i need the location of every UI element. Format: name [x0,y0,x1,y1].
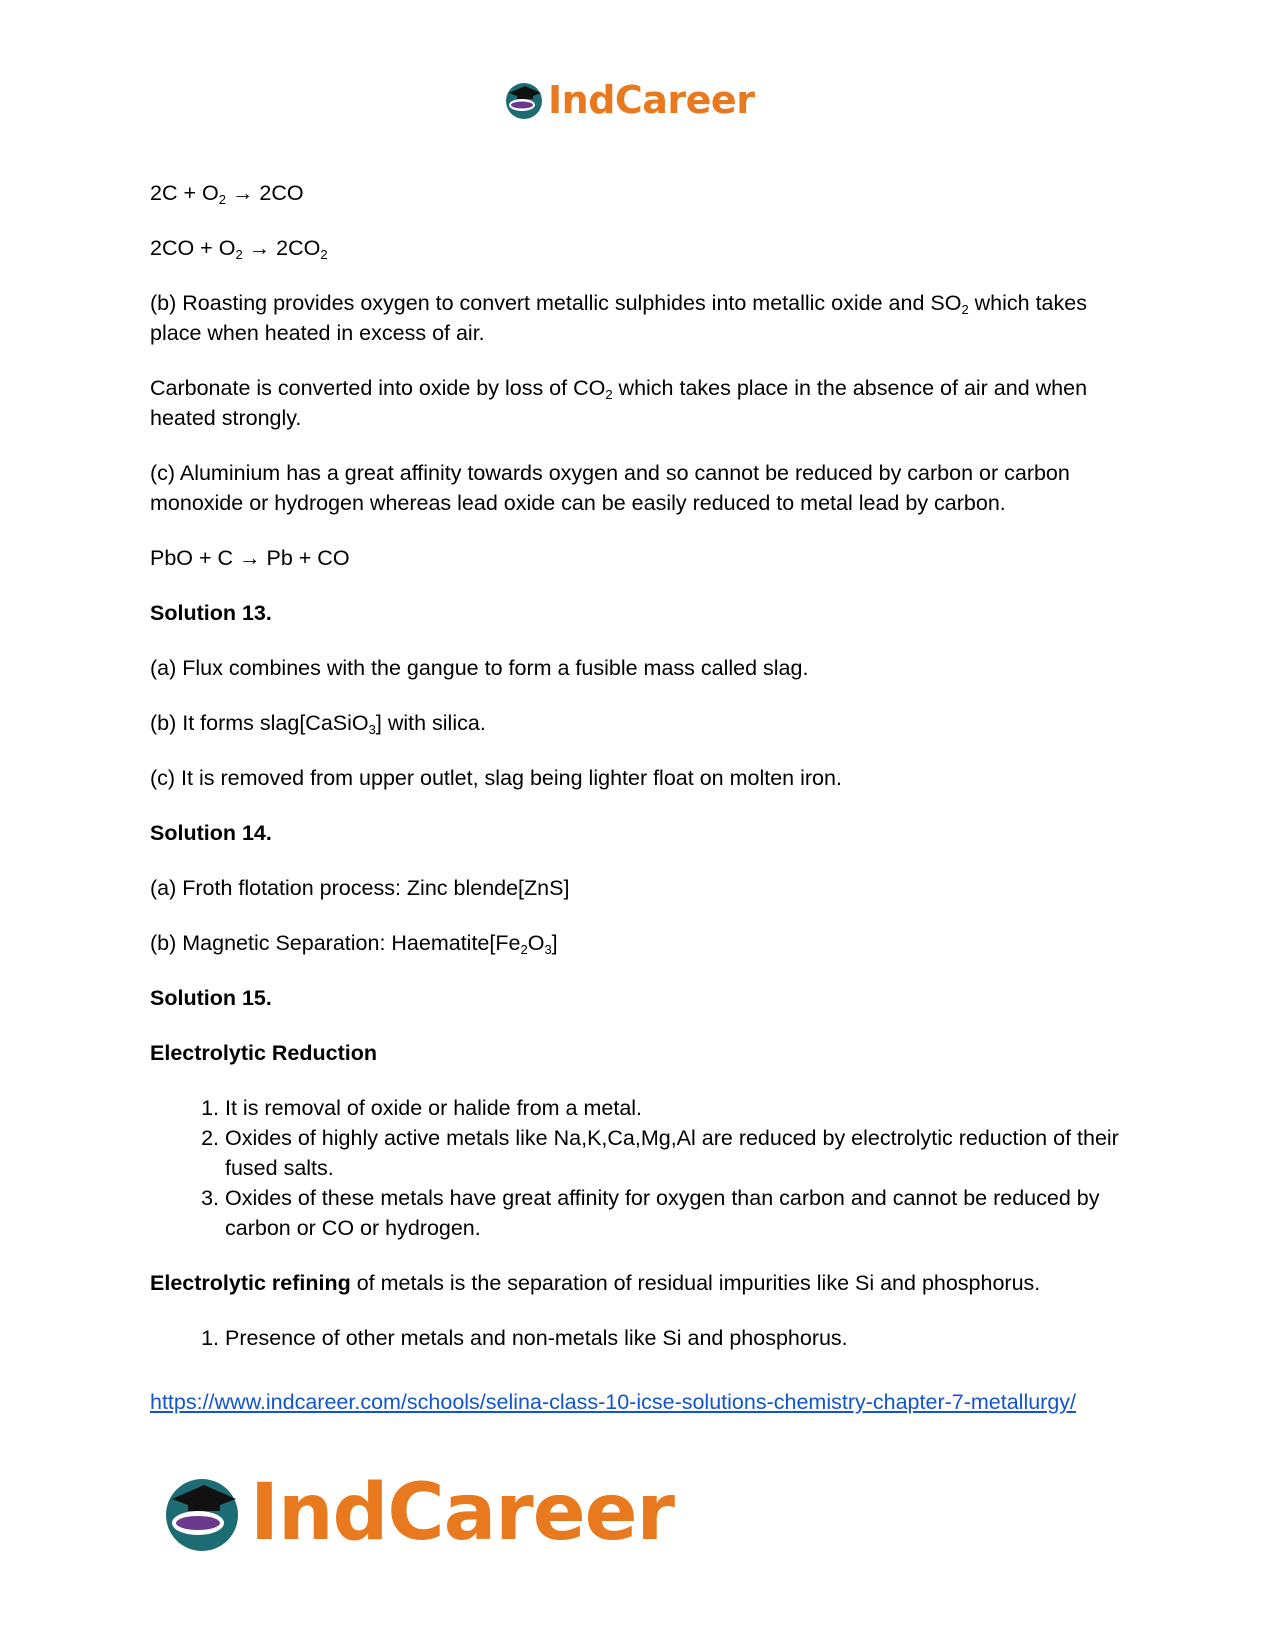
equation-3: PbO + C → Pb + CO [150,546,350,570]
brand-name: IndCareer [250,1468,674,1558]
solution-14-a: (a) Froth flotation process: Zinc blende[ZnS] [150,876,570,900]
solution-14-b: (b) Magnetic Separation: $Haematite[Fe_2O_3]$ [150,931,558,957]
paragraph-roasting: (b) Roasting provides oxygen to convert metallic sulphides into metallic oxide and $SO_2$ which takes place when heated in excess of air. [150,291,1087,345]
paragraph-carbonate: Carbonate is converted into oxide by loss of $CO_2$ which takes place in the absence of air and when heated strongly. [150,376,1088,430]
source-link[interactable]: https://www.indcareer.com/schools/selina-class-10-icse-solutions-chemistry-chapter-7-metallurgy/ [150,1390,1077,1414]
list-item: 3. Oxides of these metals have great affinity for oxygen than carbon and cannot be reduced by carbon or CO or hydrogen. [225,1183,1140,1243]
electrolytic-reduction-heading: Electrolytic Reduction [150,1041,377,1065]
footer-logo [160,1468,674,1558]
equation-1: $2C + O_2 \to 2CO$ [150,181,304,207]
solution-13-b: (b) It forms slag[CaSiO$_3$] with silica. [150,711,486,737]
document-body [150,178,1140,1353]
solution-13-heading: Solution 13. [150,601,272,625]
graduation-globe-icon [160,1471,244,1555]
brand-name: IndCareer [548,78,755,122]
graduation-globe-icon [503,79,545,121]
solution-15-heading: Solution 15. [150,986,272,1010]
paragraph-aluminium: (c) Aluminium has a great affinity towards oxygen and so cannot be reduced by carbon or carbon monoxide or hydrogen whereas lead oxide can be easily reduced to metal lead by carbon. [150,461,1070,515]
list-item: 1. It is removal of oxide or halide from a metal. [225,1093,1140,1123]
list-item: 2. Oxides of highly active metals like Na,K,Ca,Mg,Al are reduced by electrolytic reduction of their fused salts. [225,1123,1140,1183]
paragraph-refining: Electrolytic refining of metals is the separation of residual impurities like Si and phosphorus. [150,1271,1041,1295]
solution-14-heading: Solution 14. [150,821,272,845]
header-logo [503,78,754,122]
list-item: 1. Presence of other metals and non-metals like Si and phosphorus. [225,1323,1140,1353]
solution-13-c: (c) It is removed from upper outlet, slag being lighter float on molten iron. [150,766,842,790]
reduction-list [150,1093,1140,1243]
refining-list [150,1323,1140,1353]
equation-2: $2CO + O_2 \to 2CO_2$ [150,236,328,262]
solution-13-a: (a) Flux combines with the gangue to form a fusible mass called slag. [150,656,809,680]
